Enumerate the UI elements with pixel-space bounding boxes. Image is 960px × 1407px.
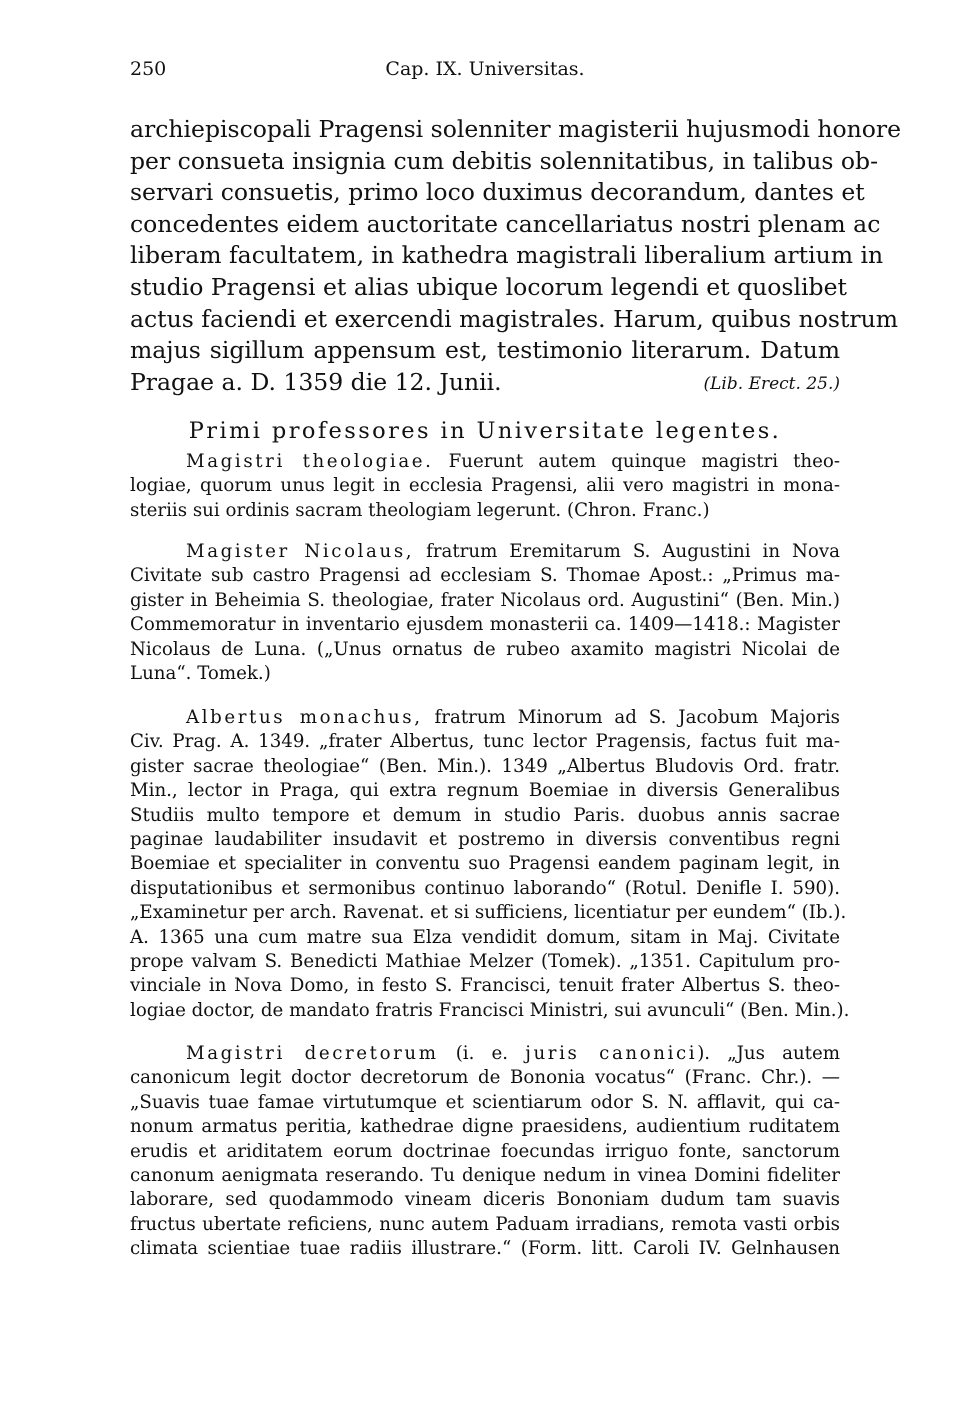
text-line: Civitate sub castro Pragensi ad ecclesiam S. Thomae Apost.: „Primus ma- <box>130 565 840 587</box>
heading-spaced: Magistri theologiae. <box>186 451 434 472</box>
text-line: per consueta insignia cum debitis solennitatibus, in talibus ob- <box>130 146 879 175</box>
text-line: Min., lector in Praga, qui extra regnum Boemiae in diversis Generalibus <box>130 780 840 802</box>
nicolaus-paragraph <box>130 540 840 686</box>
text-line: A. 1365 una cum matre sua Elza vendidit domum, sitam in Maj. Civitate <box>130 926 840 948</box>
text-line: laborare, sed quodammodo vineam diceris Bononiam dudum tam suavis <box>130 1189 840 1211</box>
text-line: Civ. Prag. A. 1349. „frater Albertus, tunc lector Pragensis, factus fuit ma- <box>130 731 840 753</box>
section-title-block <box>130 418 840 444</box>
text-line: logiae, quorum unus legit in ecclesia Pragensi, alii vero magistri in mona- <box>130 475 840 497</box>
date-line: Pragae a. D. 1359 die 12. Junii. <box>130 367 502 396</box>
text-line: Boemiae et specialiter in conventu suo Pragensi eandem paginam legit, in <box>130 853 840 875</box>
text-line: Magistri theologiae. Fuerunt autem quinque magistri theo- <box>186 451 840 472</box>
decretorum-paragraph <box>130 1042 840 1262</box>
theology-paragraph <box>130 450 840 523</box>
text-line: concedentes eidem auctoritate cancellariatus nostri plenam ac <box>130 209 881 238</box>
text-line: erudis et ariditatem eorum doctrinae foecundas irriguo fonte, sanctorum <box>130 1140 840 1162</box>
text-line: Magistri decretorum (i. e. juris canonici). „Jus autem <box>186 1043 840 1064</box>
text-line: nonum armatus peritia, kathedrae digne praesidens, audientium ruditatem <box>130 1116 840 1138</box>
text-line: fructus ubertate reficiens, nunc autem Paduam irradians, remota vasti orbis <box>130 1213 840 1235</box>
text-line: gister in Beheimia S. theologiae, frater Nicolaus ord. Augustini“ (Ben. Min.) <box>130 589 840 611</box>
intro-paragraph <box>130 114 902 398</box>
text-line <box>130 367 840 399</box>
text-line: disputationibus et sermonibus continuo laborando“ (Rotul. Denifle I. 590). <box>130 877 840 899</box>
heading-spaced: Magistri decretorum <box>186 1043 439 1064</box>
text-line: Albertus monachus, fratrum Minorum ad S. Jacobum Majoris <box>186 707 841 728</box>
text-line: Magister Nicolaus, fratrum Eremitarum S. Augustini in Nova <box>186 541 840 562</box>
heading-spaced: juris canonici <box>525 1043 698 1064</box>
text-line: prope valvam S. Benedicti Mathiae Melzer (Tomek). „1351. Capitulum pro- <box>130 951 840 973</box>
text-line: actus faciendi et exercendi magistrales. Harum, quibus nostrum <box>130 304 899 333</box>
text-line: „Examinetur per arch. Ravenat. et si sufficiens, licentiatur per eundem“ (Ib.). <box>130 902 847 924</box>
text-line: Commemoratur in inventario ejusdem monasterii ca. 1409—1418.: Magister <box>130 614 840 636</box>
text-line: Luna“. Tomek.) <box>130 663 271 685</box>
text-line: liberam facultatem, in kathedra magistrali liberalium artium in <box>130 241 884 270</box>
person-name: Albertus monachus, <box>186 707 423 728</box>
text-line: archiepiscopali Pragensi solenniter magisterii hujusmodi honore <box>130 115 902 143</box>
text-line: logiae doctor, de mandato fratris Francisci Ministri, sui avunculi“ (Ben. Min.). <box>130 999 850 1021</box>
page-number: 250 <box>130 58 167 80</box>
text-line: studio Pragensi et alias ubique locorum legendi et quoslibet <box>130 272 847 301</box>
source-reference: (Lib. Erect. 25.) <box>703 373 840 394</box>
page-header <box>130 58 840 84</box>
text-line: „Suavis tuae famae virtutumque et scientiarum odor S. N. afflavit, qui ca- <box>130 1091 840 1113</box>
text-line: paginae laudabiliter insudavit et postremo in diversis conventibus regni <box>130 829 840 851</box>
text-line: Nicolaus de Luna. („Unus ornatus de rubeo axamito magistri Nicolai de <box>130 638 840 660</box>
text-line: steriis sui ordinis sacram theologiam legerunt. (Chron. Franc.) <box>130 499 710 521</box>
text-line: canonum aenigmata reserando. Tu denique nedum in vinea Domini fideliter <box>130 1165 840 1187</box>
person-name: Magister Nicolaus, <box>186 541 415 562</box>
running-head: Cap. IX. Universitas. <box>385 58 585 80</box>
text-line: servari consuetis, primo loco duximus decorandum, dantes et <box>130 178 865 207</box>
section-title: Primi professores in Universitate legentes. <box>188 418 782 444</box>
albertus-paragraph <box>130 706 850 1023</box>
text-line: majus sigillum appensum est, testimonio literarum. Datum <box>130 336 840 365</box>
text-line: climata scientiae tuae radiis illustrare.“ (Form. litt. Caroli IV. Gelnhausen <box>130 1238 840 1260</box>
text-line: canonicum legit doctor decretorum de Bononia vocatus“ (Franc. Chr.). — <box>130 1067 840 1089</box>
text-line: Studiis multo tempore et demum in studio Paris. duobus annis sacrae <box>130 804 840 826</box>
text-line: gister sacrae theologiae“ (Ben. Min.). 1349 „Albertus Bludovis Ord. fratr. <box>130 755 840 777</box>
text-line: vinciale in Nova Domo, in festo S. Francisci, tenuit frater Albertus S. theo- <box>130 975 840 997</box>
